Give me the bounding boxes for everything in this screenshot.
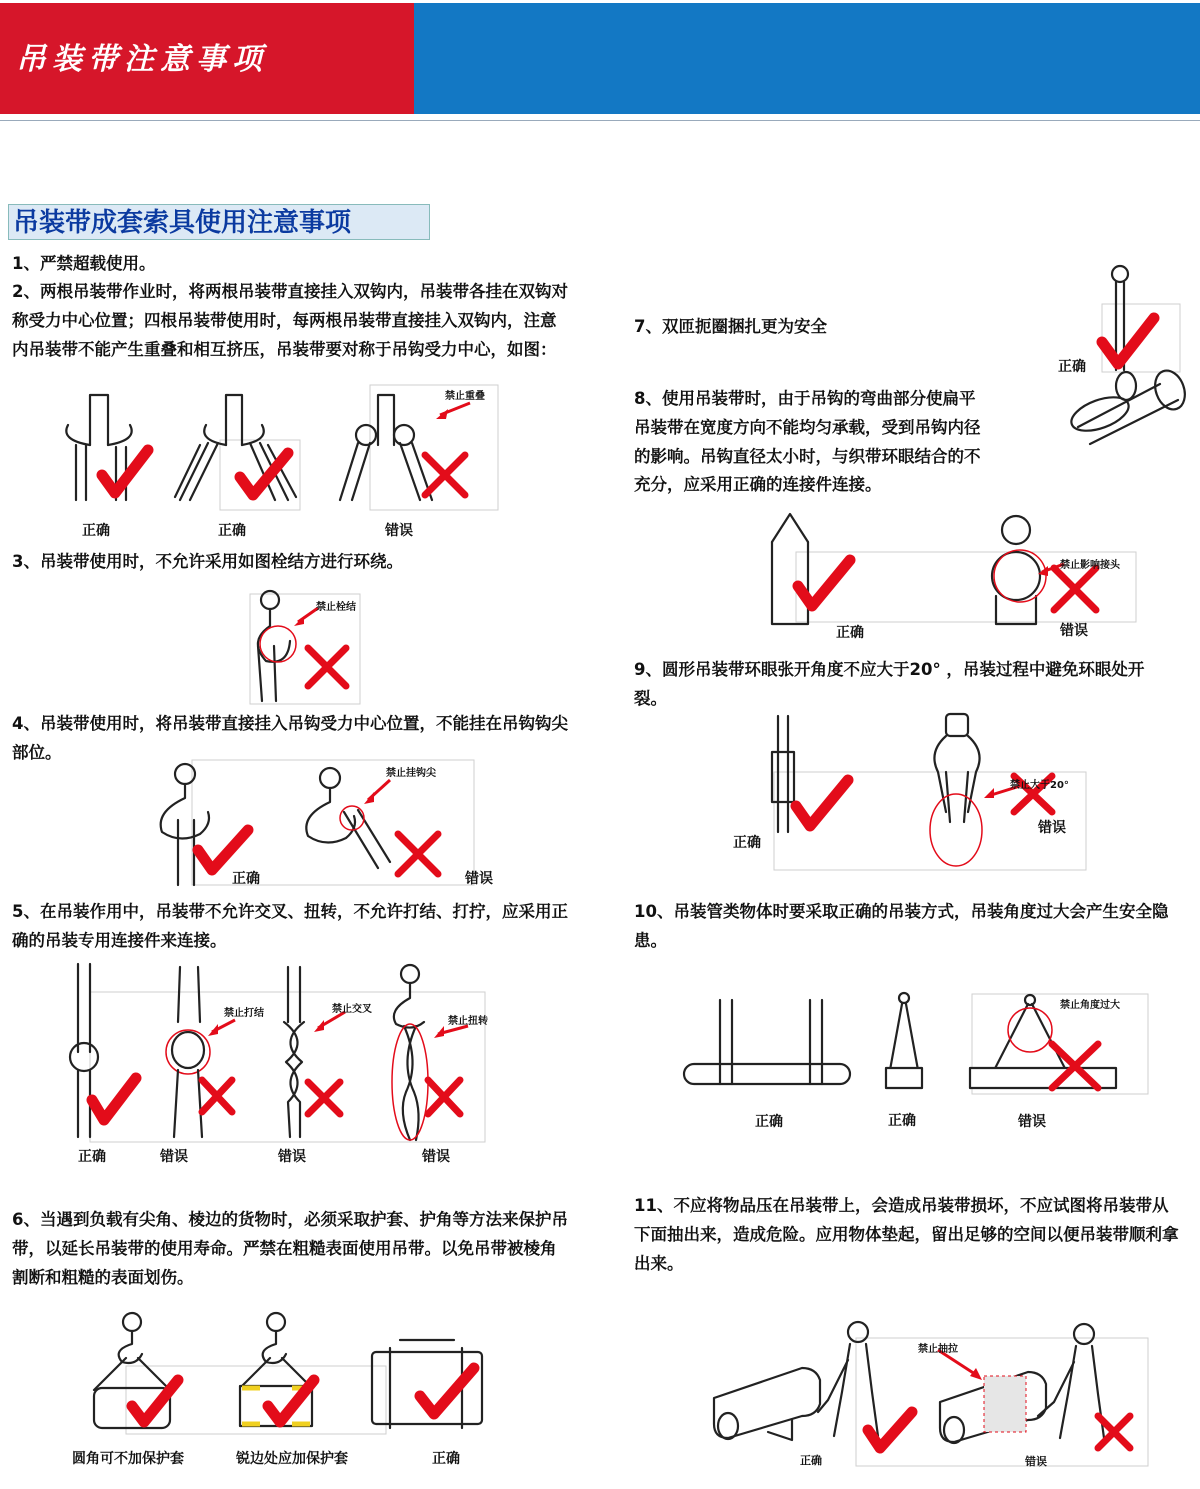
shackle-correct <box>70 964 136 1137</box>
warn-big-angle: 禁止角度过大 <box>1060 1000 1120 1011</box>
pipe-big-angle-wrong <box>970 995 1120 1088</box>
warn-no-overlap: 禁止重叠 <box>445 391 485 402</box>
figure-choke-hitch <box>1060 262 1185 442</box>
label-round-corner: 圆角可不加保护套 <box>72 1451 184 1467</box>
section-title: 吊装带成套索具使用注意事项 <box>8 204 430 240</box>
label-sharp-edge: 锐边处应加保护套 <box>236 1451 348 1467</box>
wide-eye-wrong <box>930 714 1069 866</box>
figure-no-pull <box>708 1320 1153 1470</box>
label-wrong: 错误 <box>465 871 493 887</box>
warn-no-knot: 禁止打结 <box>224 1008 264 1019</box>
warn-hook-mismatch: 禁止影响接头 <box>1060 560 1120 571</box>
label-wrong: 错误 <box>160 1149 188 1165</box>
label-wrong: 错误 <box>1038 820 1066 836</box>
label-wrong: 错误 <box>1025 1455 1047 1468</box>
divider <box>0 120 1200 121</box>
pipe-two-slings-correct <box>684 1000 850 1084</box>
eye-correct <box>772 514 850 624</box>
wrapped-load <box>372 1340 482 1428</box>
label-correct: 正确 <box>888 1113 916 1129</box>
narrow-eye-correct <box>772 716 848 832</box>
figure-double-hook <box>40 385 510 515</box>
item-5: 5、在吊装作用中，吊装带不允许交叉、扭转，不允许打结、打拧，应采用正确的吊装专用连接件来连接。 <box>12 902 568 950</box>
label-correct: 正确 <box>78 1149 106 1165</box>
hook-tip-wrong <box>306 766 438 874</box>
pinned-load-wrong <box>918 1324 1130 1448</box>
item-7: 7、双匝扼圈捆扎更为安全 <box>634 317 827 336</box>
item-11: 11、不应将物品压在吊装带上，会造成吊装带损坏，不应试图将吊装带从下面抽出来，造成危险。应用物体垫起，留出足够的空间以便吊装带顺利拿出来。 <box>634 1196 1179 1273</box>
label-correct: 正确 <box>218 523 246 539</box>
warn-angle-20: 禁止大于20° <box>1010 780 1069 791</box>
label-correct: 正确 <box>1058 359 1086 375</box>
label-correct: 正确 <box>836 625 864 641</box>
label-correct: 正确 <box>733 835 761 851</box>
eye-wrong <box>992 516 1121 624</box>
label-correct: 正确 <box>800 1454 822 1467</box>
double-hook-correct-1 <box>66 395 148 500</box>
label-wrong: 错误 <box>1018 1114 1046 1130</box>
warn-no-cross: 禁止交叉 <box>332 1004 372 1015</box>
item-4: 4、吊装带使用时，将吊装带直接挂入吊钩受力中心位置，不能挂在吊钩钩尖部位。 <box>12 714 568 762</box>
double-hook-wrong <box>340 389 485 500</box>
label-wrong: 错误 <box>385 523 413 539</box>
warn-no-tip: 禁止挂钩尖 <box>386 768 436 779</box>
item-2: 2、两根吊装带作业时，将两根吊装带直接挂入双钩内，吊装带各挂在双钩对称受力中心位置；四根吊装带使用时，每两根吊装带直接挂入双钩内，注意内吊装带不能产生重叠和相互挤压，吊装带要对称于吊钩受力中心，如图： <box>12 282 568 359</box>
figure-knot-twist <box>60 962 490 1147</box>
sharp-edge-load <box>240 1313 314 1426</box>
figure-no-tie <box>248 586 363 706</box>
label-correct: 正确 <box>432 1451 460 1467</box>
label-wrong: 错误 <box>1060 623 1088 639</box>
double-hook-correct-2 <box>175 395 296 500</box>
warn-no-pull: 禁止抽拉 <box>918 1344 958 1355</box>
label-wrong: 错误 <box>278 1149 306 1165</box>
item-10: 10、吊装管类物体时要采取正确的吊装方式，吊装角度过大会产生安全隐患。 <box>634 902 1169 950</box>
figure-pipe-lift <box>680 990 1150 1100</box>
label-correct: 正确 <box>232 871 260 887</box>
round-corner-load <box>94 1313 178 1428</box>
item-6: 6、当遇到负载有尖角、棱边的货物时，必须采取护套、护角等方法来保护吊带，以延长吊装带的使用寿命。严禁在粗糙表面使用吊带。以免吊带被棱角割断和粗糙的表面划伤。 <box>12 1210 568 1287</box>
figure-eye-angle <box>760 712 1090 872</box>
warn-no-twist: 禁止扭转 <box>448 1016 488 1027</box>
figure-hook-tip <box>150 760 480 888</box>
item-9: 9、圆形吊装带环眼张开角度不应大于20° ，吊装过程中避免环眼处开裂。 <box>634 660 1145 708</box>
label-correct: 正确 <box>755 1114 783 1130</box>
item-1: 1、严禁超载使用。 <box>12 254 156 273</box>
label-correct: 正确 <box>82 523 110 539</box>
page-title: 吊装带注意事项 <box>16 42 268 77</box>
pipe-small-angle-correct <box>886 993 922 1088</box>
warn-no-tie: 禁止栓结 <box>316 602 356 613</box>
figure-protect-sleeve <box>70 1310 500 1440</box>
twist-wrong <box>392 965 488 1140</box>
item-8: 8、使用吊装带时，由于吊钩的弯曲部分使扁平吊装带在宽度方向不能均匀承载，受到吊钩内径的影响。吊钩直径太小时，与织带环眼结合的不充分，应采用正确的连接件连接。 <box>634 389 981 495</box>
label-wrong: 错误 <box>422 1149 450 1165</box>
header-blue-band <box>414 3 1200 114</box>
item-3: 3、吊装带使用时，不允许采用如图栓结方进行环绕。 <box>12 552 403 571</box>
hook-center-correct <box>161 764 248 885</box>
raised-load-correct <box>714 1322 912 1448</box>
